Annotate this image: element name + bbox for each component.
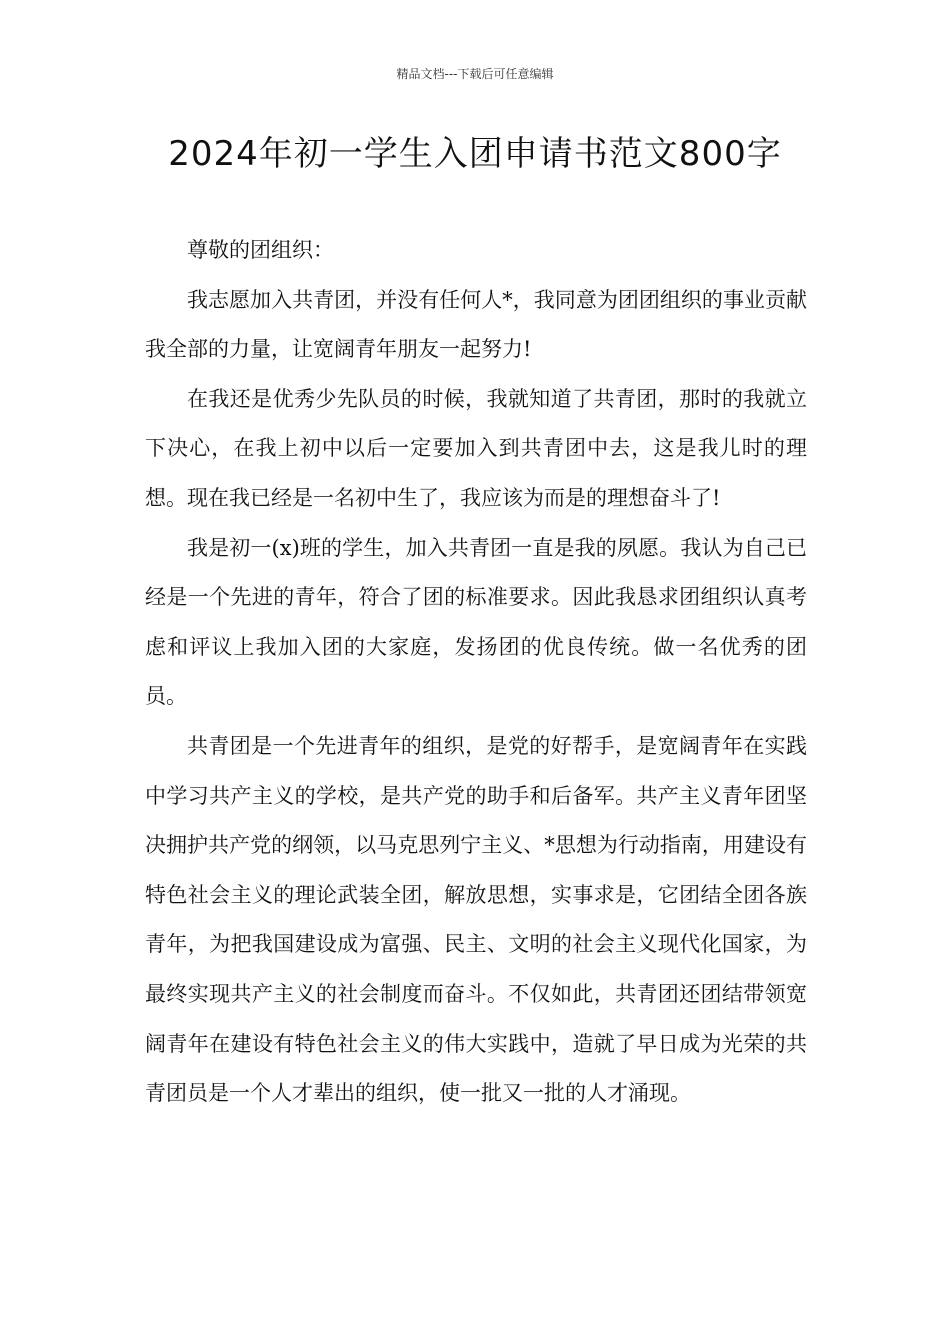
paragraph: 在我还是优秀少先队员的时候，我就知道了共青团，那时的我就立下决心，在我上初中以后一定要加入到共青团中去，这是我儿时的理想。现在我已经是一名初中生了，我应该为而是的理想奋斗了!	[145, 386, 807, 510]
document-title: 2024年初一学生入团申请书范文800字	[168, 134, 782, 174]
document-body	[145, 226, 807, 1119]
header-note: 精品文档---下载后可任意编辑	[396, 67, 554, 81]
paragraph: 共青团是一个先进青年的组织，是党的好帮手，是宽阔青年在实践中学习共产主义的学校，是共产党的助手和后备军。共产主义青年团坚决拥护共产党的纲领，以马克思列宁主义、*思想为行动指南，用建设有特色社会主义的理论武装全团，解放思想，实事求是，它团结全团各族青年，为把我国建设成为富强、民主、文明的社会主义现代化国家，为最终实现共产主义的社会制度而奋斗。不仅如此，共青团还团结带领宽阔青年在建设有特色社会主义的伟大实践中，造就了早日成为光荣的共青团员是一个人才辈出的组织，使一批又一批的人才涌现。	[145, 733, 807, 1106]
salutation: 尊敬的团组织：	[187, 238, 334, 262]
paragraph: 我志愿加入共青团，并没有任何人*，我同意为团团组织的事业贡献我全部的力量，让宽阔青年朋友一起努力!	[145, 287, 807, 362]
paragraph: 我是初一(x)班的学生，加入共青团一直是我的夙愿。我认为自己已经是一个先进的青年，符合了团的标准要求。因此我恳求团组织认真考虑和评议上我加入团的大家庭，发扬团的优良传统。做一名优秀的团员。	[145, 535, 807, 709]
